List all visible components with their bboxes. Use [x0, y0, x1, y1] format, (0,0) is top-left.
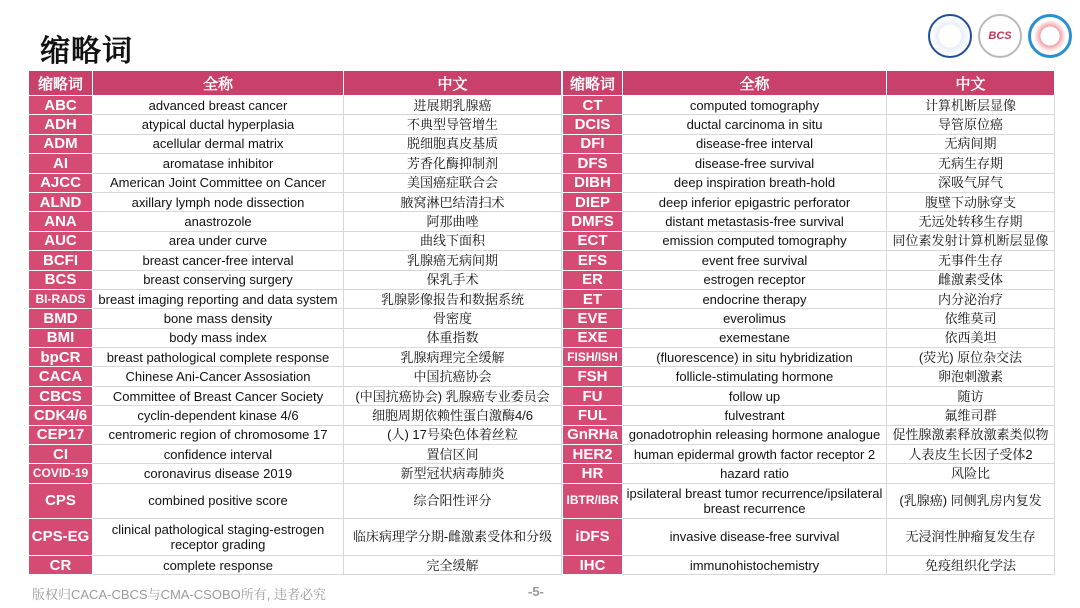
header-cn: 中文 [887, 71, 1055, 96]
cell-full: deep inspiration breath-hold [623, 173, 887, 192]
cell-abbr: ER [563, 270, 623, 289]
table-row [563, 115, 1055, 134]
cell-full: cyclin-dependent kinase 4/6 [93, 406, 344, 425]
table-row [563, 289, 1055, 308]
cell-full: bone mass density [93, 309, 344, 328]
cell-abbr: EFS [563, 251, 623, 270]
table-row [29, 518, 562, 555]
cell-full: coronavirus disease 2019 [93, 464, 344, 483]
table-row [563, 173, 1055, 192]
header-cn: 中文 [344, 71, 562, 96]
cell-abbr: CBCS [29, 386, 93, 405]
table-row [563, 134, 1055, 153]
cell-abbr: ET [563, 289, 623, 308]
table-row [29, 134, 562, 153]
cell-abbr: ADM [29, 134, 93, 153]
cell-cn: 新型冠状病毒肺炎 [344, 464, 562, 483]
cell-cn: 雌激素受体 [887, 270, 1055, 289]
cell-abbr: HER2 [563, 445, 623, 464]
cell-abbr: iDFS [563, 518, 623, 555]
cell-abbr: FISH/ISH [563, 348, 623, 367]
cell-cn: 导管原位癌 [887, 115, 1055, 134]
cell-abbr: BCS [29, 270, 93, 289]
cell-abbr: COVID-19 [29, 464, 93, 483]
cell-abbr: ALND [29, 192, 93, 211]
cell-cn: 无远处转移生存期 [887, 212, 1055, 231]
table-row [563, 154, 1055, 173]
table-row [563, 251, 1055, 270]
table-row [29, 464, 562, 483]
cell-full: axillary lymph node dissection [93, 192, 344, 211]
cell-full: event free survival [623, 251, 887, 270]
cell-cn: 内分泌治疗 [887, 289, 1055, 308]
abbreviation-table-left [28, 70, 562, 575]
cell-cn: 体重指数 [344, 328, 562, 347]
cell-abbr: IBTR/IBR [563, 483, 623, 518]
cell-abbr: DCIS [563, 115, 623, 134]
cell-abbr: AUC [29, 231, 93, 250]
table-header-row [563, 71, 1055, 96]
cell-full: breast conserving surgery [93, 270, 344, 289]
cell-abbr: CACA [29, 367, 93, 386]
cell-full: combined positive score [93, 483, 344, 518]
cell-full: ductal carcinoma in situ [623, 115, 887, 134]
cell-full: area under curve [93, 231, 344, 250]
header-full: 全称 [623, 71, 887, 96]
cell-full: ipsilateral breast tumor recurrence/ipsilateral breast recurrence [623, 483, 887, 518]
cell-abbr: BCFI [29, 251, 93, 270]
table-row [563, 367, 1055, 386]
cell-abbr: EVE [563, 309, 623, 328]
cell-cn: 氟维司群 [887, 406, 1055, 425]
cell-full: clinical pathological staging-estrogen receptor grading [93, 518, 344, 555]
table-row [563, 348, 1055, 367]
bcs-logo: BCS [978, 14, 1022, 58]
cell-cn: 腹壁下动脉穿支 [887, 192, 1055, 211]
cell-cn: 中国抗癌协会 [344, 367, 562, 386]
table-row [563, 212, 1055, 231]
cell-abbr: FUL [563, 406, 623, 425]
cell-abbr: DMFS [563, 212, 623, 231]
cell-cn: 促性腺激素释放激素类似物 [887, 425, 1055, 444]
cell-cn: 随访 [887, 386, 1055, 405]
cell-abbr: AI [29, 154, 93, 173]
table-row [29, 348, 562, 367]
cell-cn: 乳腺癌无病间期 [344, 251, 562, 270]
cell-full: follow up [623, 386, 887, 405]
table-row [563, 518, 1055, 555]
cell-cn: 依西美坦 [887, 328, 1055, 347]
cell-abbr: BMD [29, 309, 93, 328]
cell-full: disease-free interval [623, 134, 887, 153]
cell-full: (fluorescence) in situ hybridization [623, 348, 887, 367]
page-title: 缩略词 [40, 35, 133, 68]
cell-cn: 芳香化酶抑制剂 [344, 154, 562, 173]
table-row [29, 406, 562, 425]
cell-abbr: DIBH [563, 173, 623, 192]
cell-cn: 同位素发射计算机断层显像 [887, 231, 1055, 250]
cell-full: breast cancer-free interval [93, 251, 344, 270]
table-row [563, 425, 1055, 444]
header-full: 全称 [93, 71, 344, 96]
cell-abbr: bpCR [29, 348, 93, 367]
cell-cn: 无浸润性肿瘤复发生存 [887, 518, 1055, 555]
cell-cn: 腋窝淋巴结清扫术 [344, 192, 562, 211]
cell-abbr: DIEP [563, 192, 623, 211]
cell-cn: 乳腺病理完全缓解 [344, 348, 562, 367]
header-abbr: 缩略词 [29, 71, 93, 96]
cell-full: hazard ratio [623, 464, 887, 483]
cell-full: emission computed tomography [623, 231, 887, 250]
cell-full: gonadotrophin releasing hormone analogue [623, 425, 887, 444]
cell-cn: 综合阳性评分 [344, 483, 562, 518]
table-row [29, 96, 562, 115]
table-row [29, 367, 562, 386]
cell-cn: (乳腺癌) 同侧乳房内复发 [887, 483, 1055, 518]
table-row [563, 270, 1055, 289]
cell-cn: 骨密度 [344, 309, 562, 328]
cell-cn: 保乳手术 [344, 270, 562, 289]
table-row [29, 555, 562, 574]
cell-cn: 曲线下面积 [344, 231, 562, 250]
table-row [29, 445, 562, 464]
abbreviation-tables [28, 70, 1053, 575]
cell-abbr: CEP17 [29, 425, 93, 444]
cell-full: distant metastasis-free survival [623, 212, 887, 231]
cell-abbr: CR [29, 555, 93, 574]
cell-full: aromatase inhibitor [93, 154, 344, 173]
cell-cn: 脱细胞真皮基质 [344, 134, 562, 153]
cell-cn: 深吸气屏气 [887, 173, 1055, 192]
society-logo [1028, 14, 1072, 58]
cell-abbr: ADH [29, 115, 93, 134]
cell-full: confidence interval [93, 445, 344, 464]
cell-cn: (荧光) 原位杂交法 [887, 348, 1055, 367]
cell-full: invasive disease-free survival [623, 518, 887, 555]
cell-full: breast pathological complete response [93, 348, 344, 367]
table-row [563, 231, 1055, 250]
cell-full: deep inferior epigastric perforator [623, 192, 887, 211]
table-row [29, 289, 562, 308]
table-row [563, 386, 1055, 405]
table-row [29, 154, 562, 173]
cell-full: follicle-stimulating hormone [623, 367, 887, 386]
cell-abbr: EXE [563, 328, 623, 347]
cell-cn: 计算机断层显像 [887, 96, 1055, 115]
cell-cn: 细胞周期依赖性蛋白激酶4/6 [344, 406, 562, 425]
table-row [29, 386, 562, 405]
cell-cn: 美国癌症联合会 [344, 173, 562, 192]
cell-abbr: CDK4/6 [29, 406, 93, 425]
table-row [29, 328, 562, 347]
cell-abbr: CI [29, 445, 93, 464]
cell-full: atypical ductal hyperplasia [93, 115, 344, 134]
table-row [563, 328, 1055, 347]
cell-cn: 不典型导管增生 [344, 115, 562, 134]
cell-cn: 风险比 [887, 464, 1055, 483]
table-row [563, 555, 1055, 574]
table-row [563, 309, 1055, 328]
cell-cn: (中国抗癌协会) 乳腺癌专业委员会 [344, 386, 562, 405]
table-row [29, 173, 562, 192]
table-row [29, 192, 562, 211]
table-header-row [29, 71, 562, 96]
copyright-footer: 版权归CACA-CBCS与CMA-CSOBO所有, 违者必究 [32, 587, 326, 602]
cell-abbr: IHC [563, 555, 623, 574]
cell-abbr: CPS-EG [29, 518, 93, 555]
cell-cn: 无事件生存 [887, 251, 1055, 270]
cell-cn: 依维莫司 [887, 309, 1055, 328]
cell-abbr: CPS [29, 483, 93, 518]
cell-full: breast imaging reporting and data system [93, 289, 344, 308]
cell-cn: 完全缓解 [344, 555, 562, 574]
cell-full: disease-free survival [623, 154, 887, 173]
cell-abbr: FSH [563, 367, 623, 386]
cell-cn: 乳腺影像报告和数据系统 [344, 289, 562, 308]
cell-full: everolimus [623, 309, 887, 328]
cell-full: complete response [93, 555, 344, 574]
cell-cn: 人表皮生长因子受体2 [887, 445, 1055, 464]
cell-abbr: CT [563, 96, 623, 115]
cell-full: exemestane [623, 328, 887, 347]
cell-full: anastrozole [93, 212, 344, 231]
table-row [29, 483, 562, 518]
cell-abbr: ABC [29, 96, 93, 115]
cell-abbr: HR [563, 464, 623, 483]
cell-abbr: BMI [29, 328, 93, 347]
cell-cn: (人) 17号染色体着丝粒 [344, 425, 562, 444]
table-row [29, 231, 562, 250]
table-row [563, 406, 1055, 425]
cell-full: computed tomography [623, 96, 887, 115]
cell-full: body mass index [93, 328, 344, 347]
cell-full: acellular dermal matrix [93, 134, 344, 153]
cell-full: human epidermal growth factor receptor 2 [623, 445, 887, 464]
cell-abbr: GnRHa [563, 425, 623, 444]
cell-abbr: DFS [563, 154, 623, 173]
table-row [563, 445, 1055, 464]
header-abbr: 缩略词 [563, 71, 623, 96]
cell-cn: 无病间期 [887, 134, 1055, 153]
cell-abbr: ECT [563, 231, 623, 250]
cell-full: estrogen receptor [623, 270, 887, 289]
cell-full: American Joint Committee on Cancer [93, 173, 344, 192]
page-number: -5- [528, 584, 544, 599]
cell-full: endocrine therapy [623, 289, 887, 308]
institution-seal-logo [928, 14, 972, 58]
table-row [29, 270, 562, 289]
table-row [563, 192, 1055, 211]
cell-full: fulvestrant [623, 406, 887, 425]
cell-abbr: DFI [563, 134, 623, 153]
cell-full: immunohistochemistry [623, 555, 887, 574]
logo-group [928, 14, 1072, 58]
cell-cn: 进展期乳腺癌 [344, 96, 562, 115]
cell-cn: 阿那曲唑 [344, 212, 562, 231]
cell-full: Chinese Ani-Cancer Assosiation [93, 367, 344, 386]
table-row [29, 309, 562, 328]
cell-cn: 置信区间 [344, 445, 562, 464]
table-row [29, 212, 562, 231]
cell-abbr: FU [563, 386, 623, 405]
abbreviation-table-right [562, 70, 1055, 575]
table-row [29, 251, 562, 270]
table-row [563, 96, 1055, 115]
table-row [29, 115, 562, 134]
cell-abbr: ANA [29, 212, 93, 231]
cell-full: Committee of Breast Cancer Society [93, 386, 344, 405]
cell-full: centromeric region of chromosome 17 [93, 425, 344, 444]
cell-abbr: AJCC [29, 173, 93, 192]
cell-abbr: BI-RADS [29, 289, 93, 308]
cell-cn: 无病生存期 [887, 154, 1055, 173]
table-row [563, 464, 1055, 483]
cell-cn: 卵泡刺激素 [887, 367, 1055, 386]
cell-full: advanced breast cancer [93, 96, 344, 115]
table-row [563, 483, 1055, 518]
cell-cn: 临床病理学分期-雌激素受体和分级 [344, 518, 562, 555]
table-row [29, 425, 562, 444]
cell-cn: 免疫组织化学法 [887, 555, 1055, 574]
